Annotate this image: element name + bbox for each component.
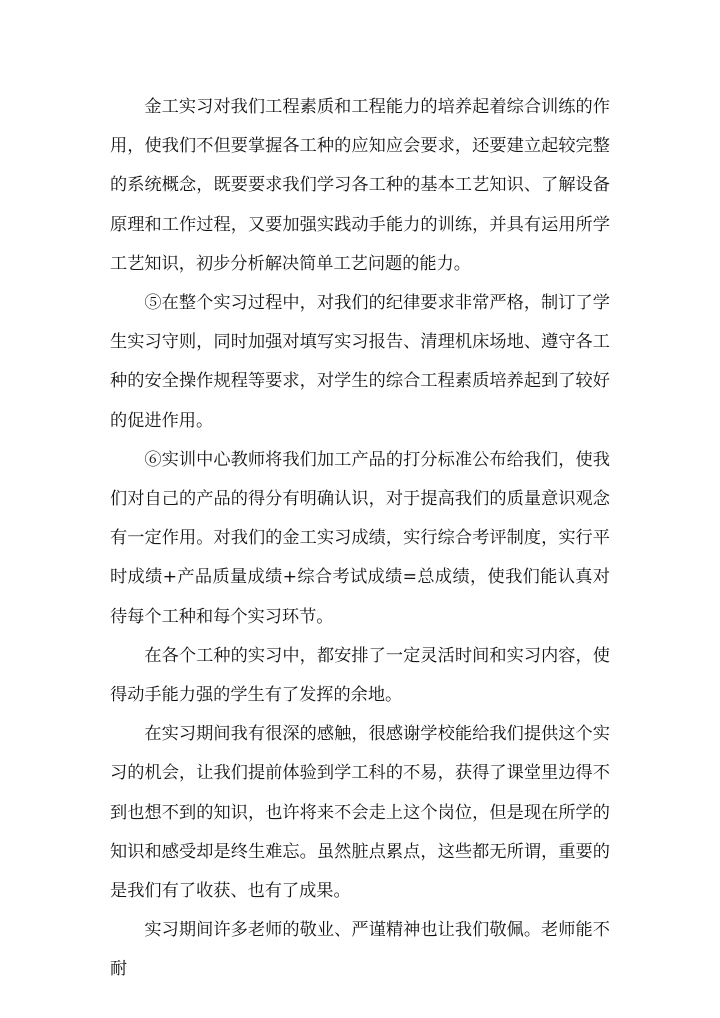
paragraph-6: 实习期间许多老师的敬业、严谨精神也让我们敬佩。老师能不耐: [110, 920, 610, 980]
document-body: [110, 88, 610, 990]
paragraph-4: 在各个工种的实习中，都安排了一定灵活时间和实习内容，使得动手能力强的学生有了发挥的余地。: [110, 645, 610, 706]
paragraph-5: 在实习期间我有很深的感触，很感谢学校能给我们提供这个实习的机会，让我们提前体验到学工科的不易，获得了课堂里边得不到也想不到的知识，也许将来不会走上这个岗位，但是现在所学的知识和感受却是终生难忘。虽然脏点累点，这些都无所谓，重要的是我们有了收获、也有了成果。: [110, 724, 610, 902]
paragraph-2: ⑤在整个实习过程中，对我们的纪律要求非常严格，制订了学生实习守则，同时加强对填写实习报告、清理机床场地、遵守各工种的安全操作规程等要求，对学生的综合工程素质培养起到了较好的促进作用。: [110, 293, 610, 431]
paragraph-3: ⑥实训中心教师将我们加工产品的打分标准公布给我们，使我们对自己的产品的得分有明确认识，对于提高我们的质量意识观念有一定作用。对我们的金工实习成绩，实行综合考评制度，实行平时成绩+产品质量成绩+综合考试成绩=总成绩，使我们能认真对待每个工种和每个实习环节。: [110, 449, 610, 627]
paragraph-1: 金工实习对我们工程素质和工程能力的培养起着综合训练的作用，使我们不但要掌握各工种的应知应会要求，还要建立起较完整的系统概念，既要要求我们学习各工种的基本工艺知识、了解设备原理和工作过程，又要加强实践动手能力的训练，并具有运用所学工艺知识，初步分析解决简单工艺问题的能力。: [110, 97, 610, 274]
